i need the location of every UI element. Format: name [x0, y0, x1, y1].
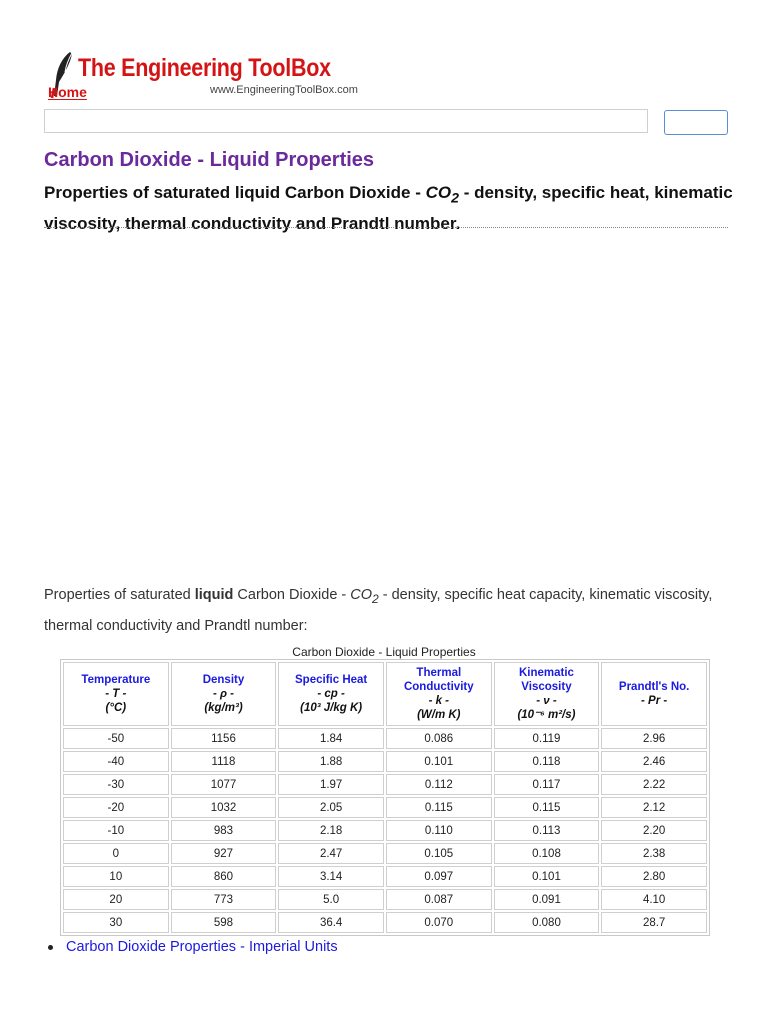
header-kinematic-viscosity: Kinematic Viscosity - ν - (10⁻⁶ m²/s) — [494, 662, 600, 726]
title-divider — [44, 227, 728, 228]
subtitle-text-pre: Properties of saturated liquid Carbon Dioxide - — [44, 183, 426, 202]
related-links — [46, 938, 338, 956]
site-logo[interactable] — [48, 44, 378, 104]
table-row: 10 860 3.14 0.097 0.101 2.80 — [63, 866, 707, 887]
site-url: www.EngineeringToolBox.com — [210, 84, 358, 96]
table-row: -40 1118 1.88 0.101 0.118 2.46 — [63, 751, 707, 772]
header-density: Density - ρ - (kg/m³) — [171, 662, 277, 726]
table-row: 30 598 36.4 0.070 0.080 28.7 — [63, 912, 707, 933]
table-row: -10 983 2.18 0.110 0.113 2.20 — [63, 820, 707, 841]
properties-table — [60, 659, 710, 936]
table-row: -30 1077 1.97 0.112 0.117 2.22 — [63, 774, 707, 795]
table-row: -50 1156 1.84 0.086 0.119 2.96 — [63, 728, 707, 749]
table-caption: Carbon Dioxide - Liquid Properties — [292, 645, 476, 659]
home-link[interactable]: Home — [48, 84, 87, 100]
table-row: 20 773 5.0 0.087 0.091 4.10 — [63, 889, 707, 910]
page-title: Carbon Dioxide - Liquid Properties — [44, 149, 375, 171]
subtitle-text-post: - density, specific heat, kinematic viscosity, thermal conductivity and Prandtl number. — [44, 183, 733, 234]
logo-title: The Engineering ToolBox — [78, 54, 331, 82]
header-prandtl-number: Prandtl's No. - Pr - — [601, 662, 707, 726]
table-row: 0 927 2.47 0.105 0.108 2.38 — [63, 843, 707, 864]
list-item — [46, 938, 338, 956]
subtitle-formula: $CO_2$ — [425, 183, 459, 207]
header-temperature: Temperature - T - (°C) — [63, 662, 169, 726]
search-button[interactable] — [664, 110, 728, 135]
header-specific-heat: Specific Heat - cp - (10³ J/kg K) — [278, 662, 384, 726]
search-input[interactable] — [44, 109, 648, 133]
header-thermal-conductivity: Thermal Conductivity - k - (W/m K) — [386, 662, 492, 726]
table-header-row — [63, 662, 707, 726]
imperial-units-link[interactable]: Carbon Dioxide Properties - Imperial Units — [66, 939, 338, 955]
table-row: -20 1032 2.05 0.115 0.115 2.12 — [63, 797, 707, 818]
intro-paragraph: Properties of saturated liquid Carbon Dioxide - $CO_2$ - density, specific heat capacity, kinematic viscosity, thermal conductivity and Prandtl number: — [44, 587, 713, 634]
